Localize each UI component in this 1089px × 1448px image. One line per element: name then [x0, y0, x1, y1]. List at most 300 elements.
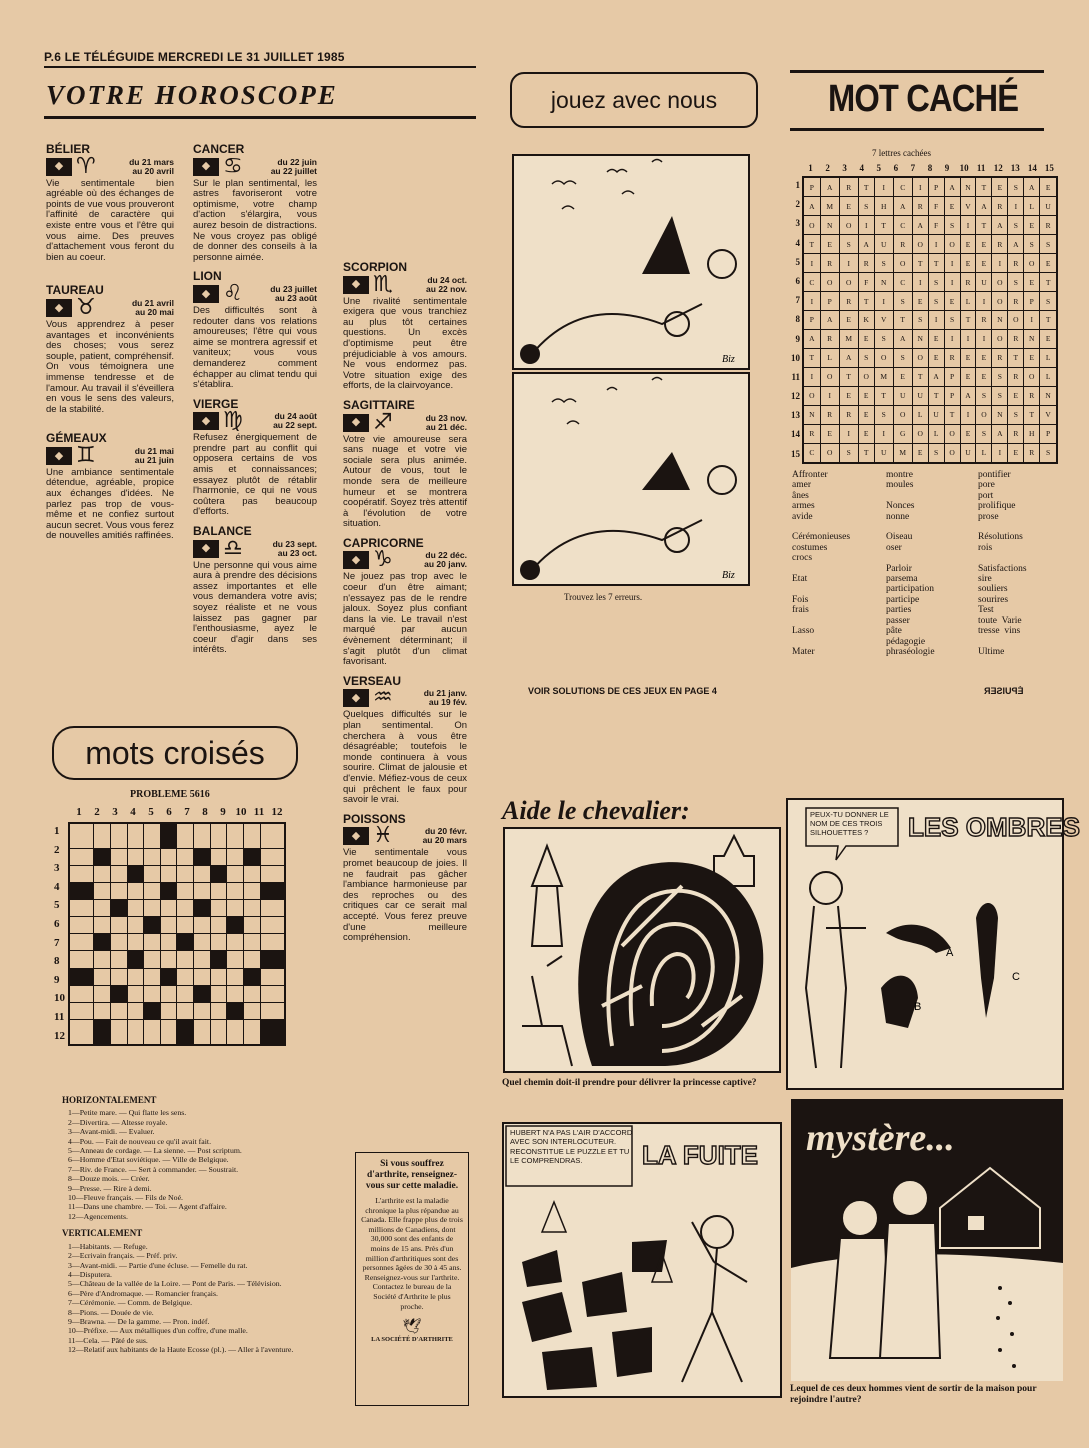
letter-cell[interactable]: I — [912, 177, 928, 197]
letter-cell[interactable]: O — [839, 273, 858, 292]
letter-cell[interactable]: U — [960, 443, 976, 463]
letter-cell[interactable]: E — [976, 235, 992, 254]
crossword-cell[interactable] — [210, 985, 227, 1002]
letter-cell[interactable]: S — [1040, 443, 1057, 463]
letter-cell[interactable]: S — [992, 367, 1008, 386]
letter-cell[interactable]: E — [1024, 348, 1040, 367]
crossword-cell[interactable] — [177, 900, 194, 917]
crossword-cell[interactable] — [160, 934, 177, 951]
letter-cell[interactable]: S — [893, 348, 912, 367]
letter-cell[interactable]: T — [858, 292, 874, 311]
letter-cell[interactable]: R — [1008, 367, 1024, 386]
letter-cell[interactable]: P — [803, 311, 820, 330]
letter-cell[interactable]: T — [1024, 405, 1040, 424]
letter-cell[interactable]: E — [960, 424, 976, 443]
crossword-cell[interactable] — [243, 917, 260, 934]
letter-cell[interactable]: E — [1024, 273, 1040, 292]
letter-cell[interactable]: S — [1008, 216, 1024, 235]
crossword-cell[interactable] — [210, 849, 227, 866]
crossword-cell[interactable] — [69, 849, 94, 866]
crossword-cell[interactable] — [243, 883, 260, 900]
letter-cell[interactable]: E — [1008, 443, 1024, 463]
crossword-cell[interactable] — [94, 900, 111, 917]
letter-cell[interactable]: E — [944, 292, 960, 311]
letter-cell[interactable]: N — [1024, 329, 1040, 348]
letter-cell[interactable]: R — [1040, 216, 1057, 235]
crossword-cell[interactable] — [94, 917, 111, 934]
letter-cell[interactable]: A — [960, 386, 976, 405]
letter-cell[interactable]: P — [1040, 424, 1057, 443]
crossword-cell[interactable] — [194, 917, 211, 934]
letter-cell[interactable]: O — [893, 254, 912, 273]
crossword-cell[interactable] — [160, 1019, 177, 1045]
letter-cell[interactable]: I — [820, 386, 839, 405]
crossword-cell[interactable] — [243, 900, 260, 917]
letter-cell[interactable]: E — [820, 424, 839, 443]
crossword-cell[interactable] — [177, 985, 194, 1002]
letter-cell[interactable]: F — [928, 216, 944, 235]
crossword-cell[interactable] — [127, 917, 144, 934]
letter-cell[interactable]: I — [839, 424, 858, 443]
letter-cell[interactable]: R — [992, 235, 1008, 254]
letter-cell[interactable]: S — [874, 329, 893, 348]
letter-cell[interactable]: I — [976, 329, 992, 348]
letter-cell[interactable]: M — [893, 443, 912, 463]
letter-cell[interactable]: E — [839, 311, 858, 330]
crossword-cell[interactable] — [260, 849, 285, 866]
letter-cell[interactable]: E — [992, 177, 1008, 197]
crossword-cell[interactable] — [127, 934, 144, 951]
crossword-cell[interactable] — [210, 823, 227, 849]
crossword-cell[interactable] — [69, 951, 94, 968]
letter-cell[interactable]: E — [928, 329, 944, 348]
crossword-cell[interactable] — [69, 823, 94, 849]
crossword-cell[interactable] — [243, 1019, 260, 1045]
letter-cell[interactable]: G — [893, 424, 912, 443]
letter-cell[interactable]: R — [820, 329, 839, 348]
letter-cell[interactable]: A — [803, 197, 820, 216]
letter-cell[interactable]: E — [960, 367, 976, 386]
crossword-cell[interactable] — [227, 883, 244, 900]
letter-cell[interactable]: E — [858, 405, 874, 424]
letter-cell[interactable]: R — [1008, 254, 1024, 273]
crossword-cell[interactable] — [144, 968, 161, 985]
letter-cell[interactable]: S — [928, 443, 944, 463]
letter-cell[interactable]: S — [944, 216, 960, 235]
letter-cell[interactable]: R — [976, 311, 992, 330]
letter-cell[interactable]: I — [960, 329, 976, 348]
crossword-cell[interactable] — [160, 985, 177, 1002]
crossword-cell[interactable] — [111, 934, 128, 951]
crossword-cell[interactable] — [69, 985, 94, 1002]
letter-cell[interactable]: O — [858, 367, 874, 386]
crossword-cell[interactable] — [194, 1002, 211, 1019]
crossword-cell[interactable] — [94, 883, 111, 900]
letter-cell[interactable]: O — [893, 405, 912, 424]
letter-cell[interactable]: S — [976, 424, 992, 443]
letter-cell[interactable]: N — [912, 329, 928, 348]
crossword-cell[interactable] — [194, 951, 211, 968]
letter-cell[interactable]: S — [1040, 292, 1057, 311]
letter-cell[interactable]: C — [803, 273, 820, 292]
letter-cell[interactable]: A — [928, 367, 944, 386]
letter-cell[interactable]: E — [1040, 254, 1057, 273]
crossword-cell[interactable] — [177, 917, 194, 934]
letter-cell[interactable]: F — [858, 273, 874, 292]
crossword-cell[interactable] — [243, 985, 260, 1002]
letter-cell[interactable]: T — [874, 386, 893, 405]
letter-cell[interactable]: O — [912, 235, 928, 254]
crossword-cell[interactable] — [227, 968, 244, 985]
letter-cell[interactable]: S — [928, 273, 944, 292]
maze-illustration[interactable] — [502, 826, 782, 1076]
letter-cell[interactable]: U — [1040, 197, 1057, 216]
letter-cell[interactable]: L — [960, 292, 976, 311]
letter-cell[interactable]: I — [1008, 197, 1024, 216]
crossword-cell[interactable] — [111, 951, 128, 968]
letter-cell[interactable]: T — [1040, 311, 1057, 330]
letter-cell[interactable]: A — [820, 177, 839, 197]
letter-cell[interactable]: I — [976, 292, 992, 311]
letter-cell[interactable]: A — [992, 216, 1008, 235]
letter-cell[interactable]: T — [976, 177, 992, 197]
letter-cell[interactable]: V — [874, 311, 893, 330]
letter-cell[interactable]: U — [874, 235, 893, 254]
letter-cell[interactable]: O — [874, 348, 893, 367]
letter-cell[interactable]: S — [976, 386, 992, 405]
crossword-cell[interactable] — [227, 985, 244, 1002]
letter-cell[interactable]: E — [912, 443, 928, 463]
letter-cell[interactable]: E — [944, 197, 960, 216]
crossword-cell[interactable] — [160, 1002, 177, 1019]
crossword-cell[interactable] — [111, 823, 128, 849]
letter-cell[interactable]: R — [858, 254, 874, 273]
letter-cell[interactable]: A — [944, 177, 960, 197]
letter-cell[interactable]: E — [893, 367, 912, 386]
crossword-cell[interactable] — [210, 900, 227, 917]
letter-cell[interactable]: E — [960, 254, 976, 273]
crossword-cell[interactable] — [210, 917, 227, 934]
letter-cell[interactable]: S — [944, 311, 960, 330]
letter-cell[interactable]: E — [858, 386, 874, 405]
letter-cell[interactable]: I — [928, 311, 944, 330]
crossword-cell[interactable] — [194, 866, 211, 883]
letter-cell[interactable]: U — [893, 386, 912, 405]
crossword-grid[interactable] — [68, 822, 286, 1046]
letter-cell[interactable]: P — [928, 177, 944, 197]
letter-cell[interactable]: R — [912, 197, 928, 216]
letter-cell[interactable]: A — [1024, 177, 1040, 197]
letter-cell[interactable]: T — [928, 386, 944, 405]
letter-cell[interactable]: M — [839, 329, 858, 348]
letter-cell[interactable]: C — [893, 216, 912, 235]
crossword-cell[interactable] — [69, 900, 94, 917]
crossword-cell[interactable] — [69, 934, 94, 951]
letter-cell[interactable]: T — [839, 367, 858, 386]
letter-cell[interactable]: S — [839, 235, 858, 254]
crossword-cell[interactable] — [160, 917, 177, 934]
crossword-cell[interactable] — [227, 866, 244, 883]
letter-cell[interactable]: N — [820, 216, 839, 235]
letter-cell[interactable]: S — [1024, 235, 1040, 254]
crossword-cell[interactable] — [111, 917, 128, 934]
crossword-cell[interactable] — [243, 934, 260, 951]
letter-cell[interactable]: T — [803, 235, 820, 254]
letter-cell[interactable]: E — [976, 348, 992, 367]
crossword-cell[interactable] — [243, 951, 260, 968]
letter-cell[interactable]: O — [1008, 311, 1024, 330]
letter-cell[interactable]: I — [874, 177, 893, 197]
crossword-cell[interactable] — [111, 849, 128, 866]
letter-cell[interactable]: I — [960, 216, 976, 235]
letter-cell[interactable]: E — [1008, 386, 1024, 405]
letter-cell[interactable]: P — [944, 386, 960, 405]
crossword-cell[interactable] — [260, 823, 285, 849]
letter-cell[interactable]: I — [858, 216, 874, 235]
letter-cell[interactable]: I — [874, 292, 893, 311]
crossword-cell[interactable] — [69, 1002, 94, 1019]
letter-cell[interactable]: M — [820, 197, 839, 216]
crossword-cell[interactable] — [177, 951, 194, 968]
crossword-cell[interactable] — [260, 1002, 285, 1019]
letter-cell[interactable]: A — [912, 216, 928, 235]
letter-cell[interactable]: V — [960, 197, 976, 216]
letter-cell[interactable]: T — [944, 405, 960, 424]
letter-cell[interactable]: E — [858, 329, 874, 348]
letter-cell[interactable]: O — [944, 443, 960, 463]
letter-cell[interactable]: O — [912, 424, 928, 443]
letter-cell[interactable]: S — [1008, 273, 1024, 292]
letter-cell[interactable]: L — [976, 443, 992, 463]
crossword-cell[interactable] — [144, 883, 161, 900]
crossword-cell[interactable] — [69, 866, 94, 883]
letter-cell[interactable]: T — [976, 216, 992, 235]
letter-cell[interactable]: L — [820, 348, 839, 367]
letter-cell[interactable]: E — [976, 254, 992, 273]
letter-cell[interactable]: L — [912, 405, 928, 424]
crossword-cell[interactable] — [94, 823, 111, 849]
letter-cell[interactable]: T — [912, 367, 928, 386]
crossword-cell[interactable] — [177, 1002, 194, 1019]
letter-cell[interactable]: N — [803, 405, 820, 424]
letter-cell[interactable]: A — [1008, 235, 1024, 254]
crossword-cell[interactable] — [127, 883, 144, 900]
crossword-cell[interactable] — [144, 951, 161, 968]
crossword-cell[interactable] — [144, 934, 161, 951]
letter-cell[interactable]: F — [928, 197, 944, 216]
letter-cell[interactable]: I — [1024, 311, 1040, 330]
crossword-cell[interactable] — [260, 985, 285, 1002]
letter-cell[interactable]: E — [912, 292, 928, 311]
letter-cell[interactable]: S — [928, 292, 944, 311]
letter-cell[interactable]: T — [912, 254, 928, 273]
crossword-cell[interactable] — [144, 849, 161, 866]
letter-cell[interactable]: R — [803, 424, 820, 443]
crossword-cell[interactable] — [94, 1002, 111, 1019]
letter-cell[interactable]: E — [928, 348, 944, 367]
letter-cell[interactable]: S — [1040, 235, 1057, 254]
crossword-cell[interactable] — [127, 823, 144, 849]
crossword-cell[interactable] — [94, 985, 111, 1002]
crossword-cell[interactable] — [194, 934, 211, 951]
crossword-cell[interactable] — [227, 1019, 244, 1045]
letter-cell[interactable]: L — [1040, 367, 1057, 386]
letter-cell[interactable]: U — [976, 273, 992, 292]
letter-cell[interactable]: S — [874, 254, 893, 273]
letter-cell[interactable]: A — [893, 329, 912, 348]
crossword-cell[interactable] — [243, 823, 260, 849]
crossword-cell[interactable] — [194, 883, 211, 900]
letter-cell[interactable]: R — [1008, 424, 1024, 443]
letter-cell[interactable]: O — [820, 443, 839, 463]
letter-cell[interactable]: O — [803, 386, 820, 405]
crossword-cell[interactable] — [111, 968, 128, 985]
letter-cell[interactable]: L — [1024, 197, 1040, 216]
letter-cell[interactable]: O — [912, 348, 928, 367]
crossword-cell[interactable] — [69, 1019, 94, 1045]
letter-cell[interactable]: I — [803, 254, 820, 273]
letter-cell[interactable]: I — [944, 329, 960, 348]
letter-cell[interactable]: E — [1024, 216, 1040, 235]
crossword-cell[interactable] — [210, 883, 227, 900]
crossword-cell[interactable] — [260, 866, 285, 883]
crossword-cell[interactable] — [260, 968, 285, 985]
letter-cell[interactable]: P — [1024, 292, 1040, 311]
letter-cell[interactable]: E — [960, 348, 976, 367]
crossword-cell[interactable] — [260, 917, 285, 934]
letter-cell[interactable]: R — [1024, 443, 1040, 463]
letter-cell[interactable]: R — [992, 197, 1008, 216]
crossword-cell[interactable] — [94, 951, 111, 968]
word-search-grid[interactable] — [802, 176, 1058, 464]
letter-cell[interactable]: S — [874, 405, 893, 424]
letter-cell[interactable]: H — [874, 197, 893, 216]
letter-cell[interactable]: S — [839, 443, 858, 463]
crossword-cell[interactable] — [127, 900, 144, 917]
letter-cell[interactable]: O — [1024, 367, 1040, 386]
letter-cell[interactable]: E — [976, 367, 992, 386]
letter-cell[interactable]: E — [839, 386, 858, 405]
letter-cell[interactable]: H — [1024, 424, 1040, 443]
crossword-cell[interactable] — [210, 1019, 227, 1045]
letter-cell[interactable]: U — [874, 443, 893, 463]
letter-cell[interactable]: U — [912, 386, 928, 405]
crossword-cell[interactable] — [160, 849, 177, 866]
letter-cell[interactable]: T — [858, 443, 874, 463]
letter-cell[interactable]: O — [820, 367, 839, 386]
letter-cell[interactable]: I — [912, 273, 928, 292]
letter-cell[interactable]: O — [1024, 254, 1040, 273]
letter-cell[interactable]: I — [944, 254, 960, 273]
letter-cell[interactable]: O — [992, 273, 1008, 292]
letter-cell[interactable]: L — [928, 424, 944, 443]
crossword-cell[interactable] — [160, 951, 177, 968]
letter-cell[interactable]: S — [912, 311, 928, 330]
crossword-cell[interactable] — [127, 1019, 144, 1045]
letter-cell[interactable]: T — [928, 254, 944, 273]
letter-cell[interactable]: A — [803, 329, 820, 348]
letter-cell[interactable]: E — [820, 235, 839, 254]
letter-cell[interactable]: R — [839, 405, 858, 424]
letter-cell[interactable]: C — [803, 443, 820, 463]
crossword-cell[interactable] — [260, 934, 285, 951]
crossword-cell[interactable] — [111, 883, 128, 900]
letter-cell[interactable]: R — [944, 348, 960, 367]
letter-cell[interactable]: T — [858, 177, 874, 197]
crossword-cell[interactable] — [111, 1002, 128, 1019]
crossword-cell[interactable] — [210, 968, 227, 985]
letter-cell[interactable]: A — [839, 348, 858, 367]
crossword-cell[interactable] — [194, 1019, 211, 1045]
crossword-cell[interactable] — [260, 900, 285, 917]
letter-cell[interactable]: R — [839, 292, 858, 311]
letter-cell[interactable]: E — [960, 235, 976, 254]
crossword-cell[interactable] — [243, 866, 260, 883]
letter-cell[interactable]: K — [858, 311, 874, 330]
letter-cell[interactable]: E — [858, 424, 874, 443]
crossword-cell[interactable] — [177, 849, 194, 866]
letter-cell[interactable]: N — [992, 311, 1008, 330]
crossword-cell[interactable] — [144, 1019, 161, 1045]
letter-cell[interactable]: T — [960, 311, 976, 330]
crossword-cell[interactable] — [69, 917, 94, 934]
letter-cell[interactable]: P — [803, 177, 820, 197]
letter-cell[interactable]: P — [820, 292, 839, 311]
crossword-cell[interactable] — [177, 823, 194, 849]
letter-cell[interactable]: T — [1008, 348, 1024, 367]
crossword-cell[interactable] — [210, 934, 227, 951]
letter-cell[interactable]: O — [820, 273, 839, 292]
letter-cell[interactable]: S — [858, 348, 874, 367]
letter-cell[interactable]: O — [803, 216, 820, 235]
letter-cell[interactable]: R — [1024, 386, 1040, 405]
letter-cell[interactable]: E — [839, 197, 858, 216]
letter-cell[interactable]: A — [976, 197, 992, 216]
crossword-cell[interactable] — [94, 866, 111, 883]
letter-cell[interactable]: S — [1008, 405, 1024, 424]
letter-cell[interactable]: P — [944, 367, 960, 386]
letter-cell[interactable]: C — [893, 273, 912, 292]
letter-cell[interactable]: R — [893, 235, 912, 254]
letter-cell[interactable]: T — [803, 348, 820, 367]
letter-cell[interactable]: O — [839, 216, 858, 235]
letter-cell[interactable]: T — [874, 216, 893, 235]
letter-cell[interactable]: A — [893, 197, 912, 216]
crossword-cell[interactable] — [144, 823, 161, 849]
crossword-cell[interactable] — [227, 849, 244, 866]
crossword-cell[interactable] — [160, 900, 177, 917]
letter-cell[interactable]: T — [893, 311, 912, 330]
crossword-cell[interactable] — [127, 1002, 144, 1019]
letter-cell[interactable]: I — [960, 405, 976, 424]
letter-cell[interactable]: A — [992, 424, 1008, 443]
letter-cell[interactable]: I — [992, 443, 1008, 463]
letter-cell[interactable]: I — [928, 235, 944, 254]
letter-cell[interactable]: C — [893, 177, 912, 197]
letter-cell[interactable]: I — [944, 273, 960, 292]
crossword-cell[interactable] — [227, 951, 244, 968]
crossword-cell[interactable] — [127, 849, 144, 866]
letter-cell[interactable]: R — [839, 177, 858, 197]
letter-cell[interactable]: A — [820, 311, 839, 330]
letter-cell[interactable]: I — [992, 254, 1008, 273]
letter-cell[interactable]: M — [874, 367, 893, 386]
letter-cell[interactable]: R — [992, 348, 1008, 367]
letter-cell[interactable]: T — [1040, 273, 1057, 292]
letter-cell[interactable]: R — [960, 273, 976, 292]
crossword-cell[interactable] — [177, 883, 194, 900]
letter-cell[interactable]: A — [858, 235, 874, 254]
